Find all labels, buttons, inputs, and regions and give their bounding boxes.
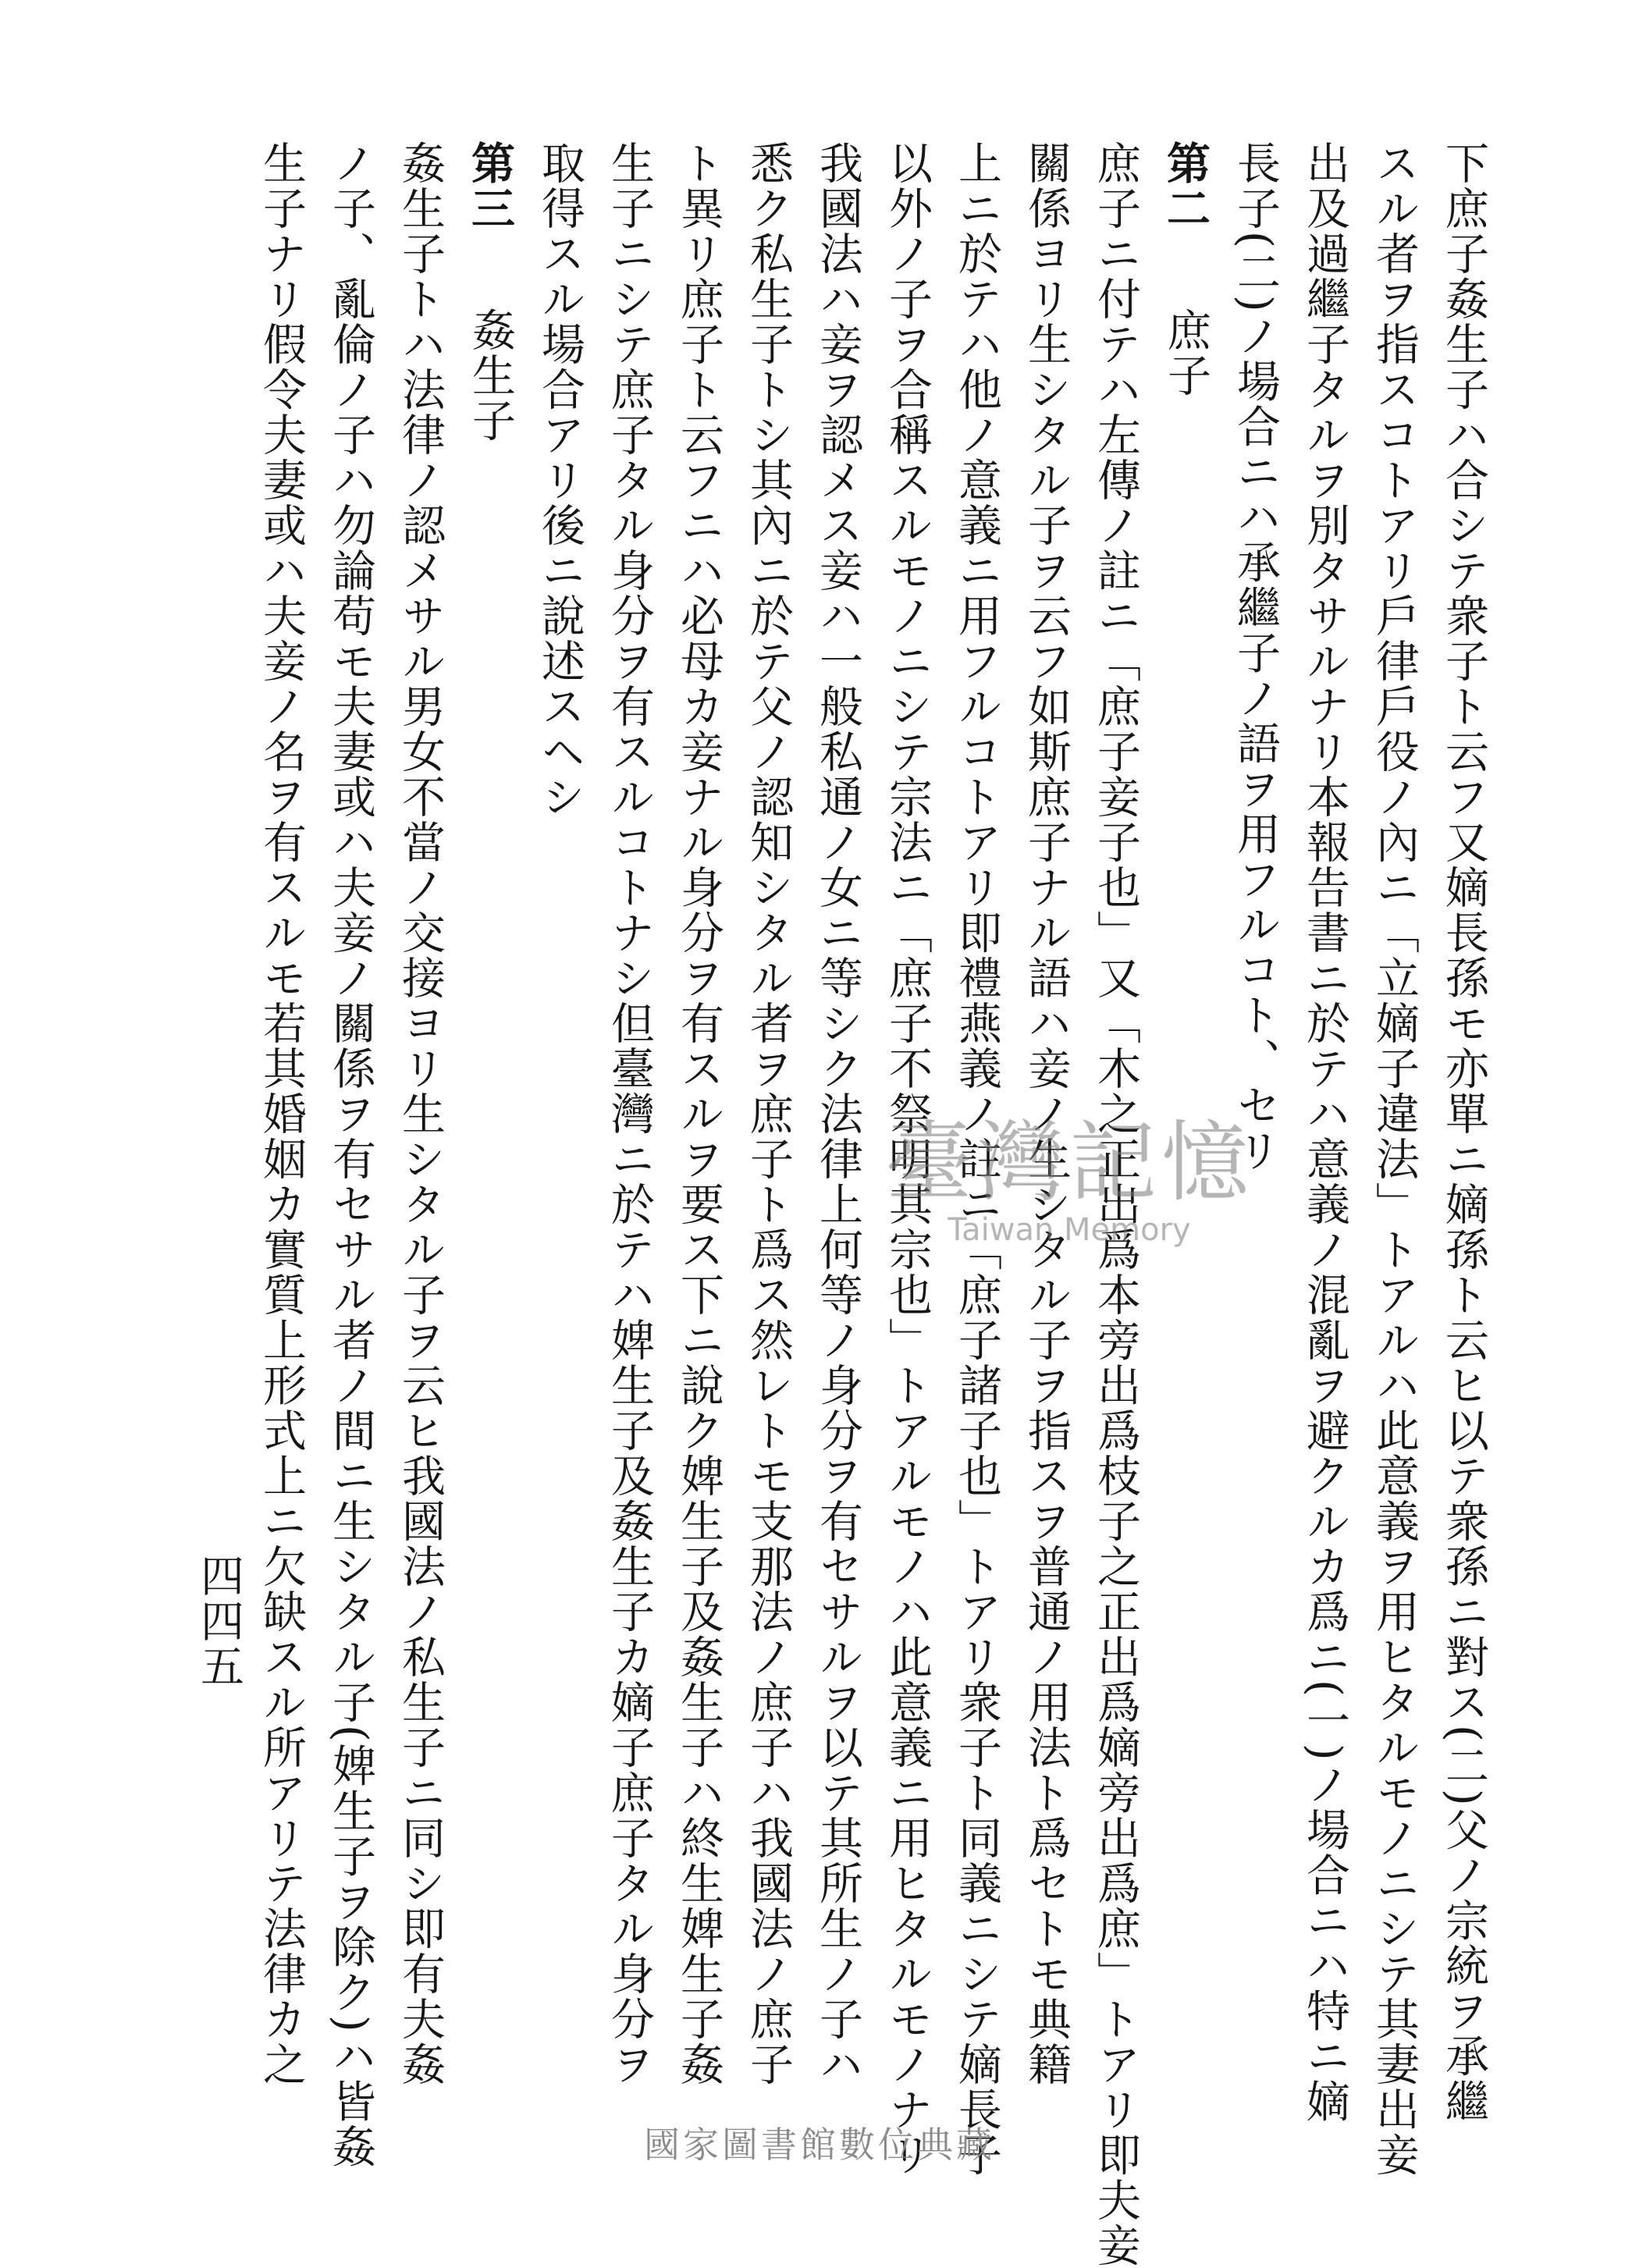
text-line: ト異リ庶子ト云フニハ必母カ妾ナル身分ヲ有スルヲ要ス下ニ說ク婢生子及姦生子ハ終生婢生子姦 bbox=[674, 140, 724, 2087]
text-line: 上ニ於テハ他ノ意義ニ用フルコトアリ即禮燕義ノ註ニ「庶子諸子也」トアリ衆子ト同義ニシテ嫡長子 bbox=[951, 140, 1002, 2177]
watermark-sub-text: Taiwan Memory bbox=[947, 1212, 1191, 1248]
text-line: 關係ヨリ生シタル子ヲ云フ如斯庶子ナル語ハ妾ノ生シタル子ヲ指スヲ普通ノ用法ト爲セトモ典籍 bbox=[1021, 140, 1072, 2087]
text-line: 生子ナリ假令夫妻或ハ夫妾ノ名ヲ有スルモ若其婚姻カ實質上形式上ニ欠缺スル所アリテ法律カ之 bbox=[256, 140, 307, 2087]
text-line: 悉ク私生子トシ其內ニ於テ父ノ認知シタル者ヲ庶子ト爲ス然レトモ支那法ノ庶子ハ我國法ノ庶子 bbox=[743, 140, 794, 2087]
text-line: ノ子、亂倫ノ子ハ勿論苟モ夫妻或ハ夫妾ノ關係ヲ有セサル者ノ間ニ生シタル子(婢生子ヲ除ク)ハ皆姦 bbox=[325, 140, 376, 2170]
text-line: 姦生子トハ法律ノ認メサル男女不當ノ交接ヨリ生シタル子ヲ云ヒ我國法ノ私生子ニ同シ即有夫姦 bbox=[395, 140, 446, 2087]
text-line: 庶子ニ付テハ左傳ノ註ニ「庶子妾子也」又「木之正出爲本旁出爲枝子之正出爲嫡旁出爲庶」トアリ即夫妾 bbox=[1090, 140, 1141, 2268]
text-line: 下庶子姦生子ハ合シテ衆子ト云フ又嫡長孫モ亦單ニ嫡孫ト云ヒ以テ衆孫ニ對ス(二)父ノ宗統ヲ承繼 bbox=[1438, 140, 1489, 2124]
section-number: 第三 bbox=[464, 140, 516, 231]
section-title: 姦生子 bbox=[465, 307, 516, 443]
text-line: スル者ヲ指スコトアリ戶律戶役ノ內ニ「立嫡子違法」トアルハ此意義ヲ用ヒタルモノニシテ其妻出妾 bbox=[1369, 140, 1420, 2177]
text-line: 長子(二)ノ場合ニハ承繼子ノ語ヲ用フルコト、セリ bbox=[1230, 140, 1281, 1174]
footer-archive-mark: 國家圖書館數位典藏 bbox=[644, 2124, 995, 2166]
section-heading-3 bbox=[455, 140, 525, 2045]
text-line: 取得スル場合アリ後ニ說述スヘシ bbox=[535, 140, 585, 819]
text-line: 以外ノ子ヲ合稱スルモノニシテ宗法ニ「庶子不祭明其宗也」トアルモノハ此意義ニ用ヒタルモノナリ bbox=[882, 140, 933, 2177]
section-heading-2 bbox=[1150, 140, 1221, 2045]
section-number: 第二 bbox=[1160, 140, 1211, 231]
text-line: 出及過繼子タルヲ別タサルナリ本報告書ニ於テハ意義ノ混亂ヲ避クルカ爲ニ(一)ノ場合ニハ特ニ嫡 bbox=[1299, 140, 1350, 2124]
page-number: 四四五 bbox=[194, 1553, 244, 1689]
watermark-main-text: 臺灣記憶 bbox=[885, 1112, 1253, 1214]
section-title: 庶子 bbox=[1161, 307, 1211, 398]
text-line: 生子ニシテ庶子タル身分ヲ有スルコトナシ但臺灣ニ於テハ婢生子及姦生子カ嫡子庶子タル身分ヲ bbox=[604, 140, 655, 2087]
text-line: 我國法ハ妾ヲ認メス妾ハ一般私通ノ女ニ等シク法律上何等ノ身分ヲ有セサルヲ以テ其所生ノ子ハ bbox=[812, 140, 863, 2087]
